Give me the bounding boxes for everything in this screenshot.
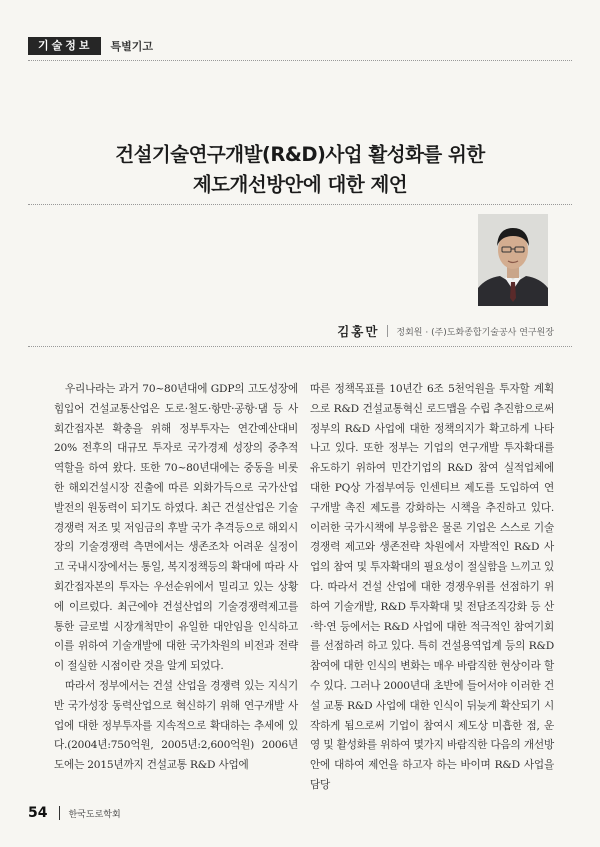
author-photo <box>478 214 548 306</box>
author-affiliation: 정회원 · (주)도화종합기술공사 연구원장 <box>396 327 554 338</box>
footer-separator <box>59 806 60 820</box>
header-divider <box>28 60 572 61</box>
page-number: 54 <box>28 805 48 821</box>
section-tag: 기술정보 <box>28 37 101 55</box>
article-title <box>0 140 600 200</box>
article-title-line-1: 건설기술연구개발(R&D)사업 활성화를 위한 <box>115 143 485 166</box>
author-portrait-icon <box>478 214 548 306</box>
page-footer <box>28 805 121 821</box>
paragraph: 따라서 정부에서는 건설 산업을 경쟁력 있는 지식기반 국가성장 동력산업으로 혁신하기 위해 연구개발 사업에 대한 정부투자를 지속적으로 확대하는 추세에 있다.(2004년:750억원, 2005년:2,600억원) 2006년도에는 2015년까지 건설교통 R&D 사업에 <box>54 679 298 772</box>
body-column-left <box>54 380 298 776</box>
publication-name: 한국도로학회 <box>68 809 121 820</box>
article-title-line-2: 제도개선방안에 대한 제언 <box>192 173 408 196</box>
header <box>28 36 153 56</box>
byline-separator <box>387 325 388 337</box>
body-column-right <box>310 380 554 796</box>
section-label: 특별기고 <box>110 40 154 53</box>
paragraph: 우리나라는 과거 70~80년대에 GDP의 고도성장에 힘입어 건설교통산업은 도로·철도·항만·공항·댐 등 사회간접자본 확충을 위해 정부투자는 연간예산대비 20% 전후의 대규모 투자로 국가경제 성장의 중추적 역할을 하여 왔다. 또한 70~80년대에는 중동을 비롯한 해외건설시장 진출에 따른 외화가득으로 국가산업발전의 원동력이 되기도 하였다. 최근 건설산업은 기술경쟁력 저조 및 저임금의 후발 국가 추격등으로 해외시장의 기술경쟁력 측면에서는 생존조차 어려운 실정이고 국내시장에서는 통일, 복지정책등의 확대에 따라 사회간접자본의 투자는 우선순위에서 밀리고 있는 상황에 이르렀다. 최근에야 건설산업의 기술경쟁력제고를 통한 글로벌 시장개척만이 유일한 대안임을 인식하고 이를 위하여 기술개발에 대한 국가차원의 비전과 전략이 절실한 시점이란 것을 알게 되었다. <box>54 383 298 673</box>
paragraph: 따른 정책목표를 10년간 6조 5천억원을 투자할 계획으로 R&D 건설교통혁신 로드맵을 수립 추진함으로써 정부의 R&D 사업에 대한 정책의지가 확고하게 나타나고 있다. 또한 정부는 기업의 연구개발 투자확대를 유도하기 위하여 민간기업의 R&D 참여 실적업체에 대한 PQ상 가점부여등 인센티브 제도를 도입하여 연구개발 촉진 제도를 강화하는 시책을 추진하고 있다. 이러한 국가시책에 부응함은 물론 기업은 스스로 기술경쟁력 제고와 생존전략 차원에서 자발적인 R&D 사업의 참여 및 투자확대의 필요성이 절실함을 느끼고 있다. 따라서 건설 산업에 대한 경쟁우위를 선점하기 위하여 기술개발, R&D 투자확대 및 전담조직강화 등 산·학·연 등에서는 R&D 사업에 대한 적극적인 참여기회를 선점하려 하고 있다. 특히 건설용역업계 등의 R&D 참여에 대한 인식의 변화는 매우 바람직한 현상이라 할 수 있다. 그러나 2000년대 초반에 들어서야 이러한 건설 교통 R&D 사업에 대한 인식이 뒤늦게 확산되기 시작하게 됨으로써 기업이 참여시 제도상 미흡한 점, 운영 및 활성화를 위하여 몇가지 바람직한 다음의 개선방안에 대하여 제언을 하고자 하는 바이며 R&D 사업을 담당 <box>310 383 554 791</box>
author-name: 김홍만 <box>337 324 380 339</box>
title-divider <box>28 204 572 205</box>
byline <box>337 322 554 340</box>
byline-divider <box>28 346 572 347</box>
